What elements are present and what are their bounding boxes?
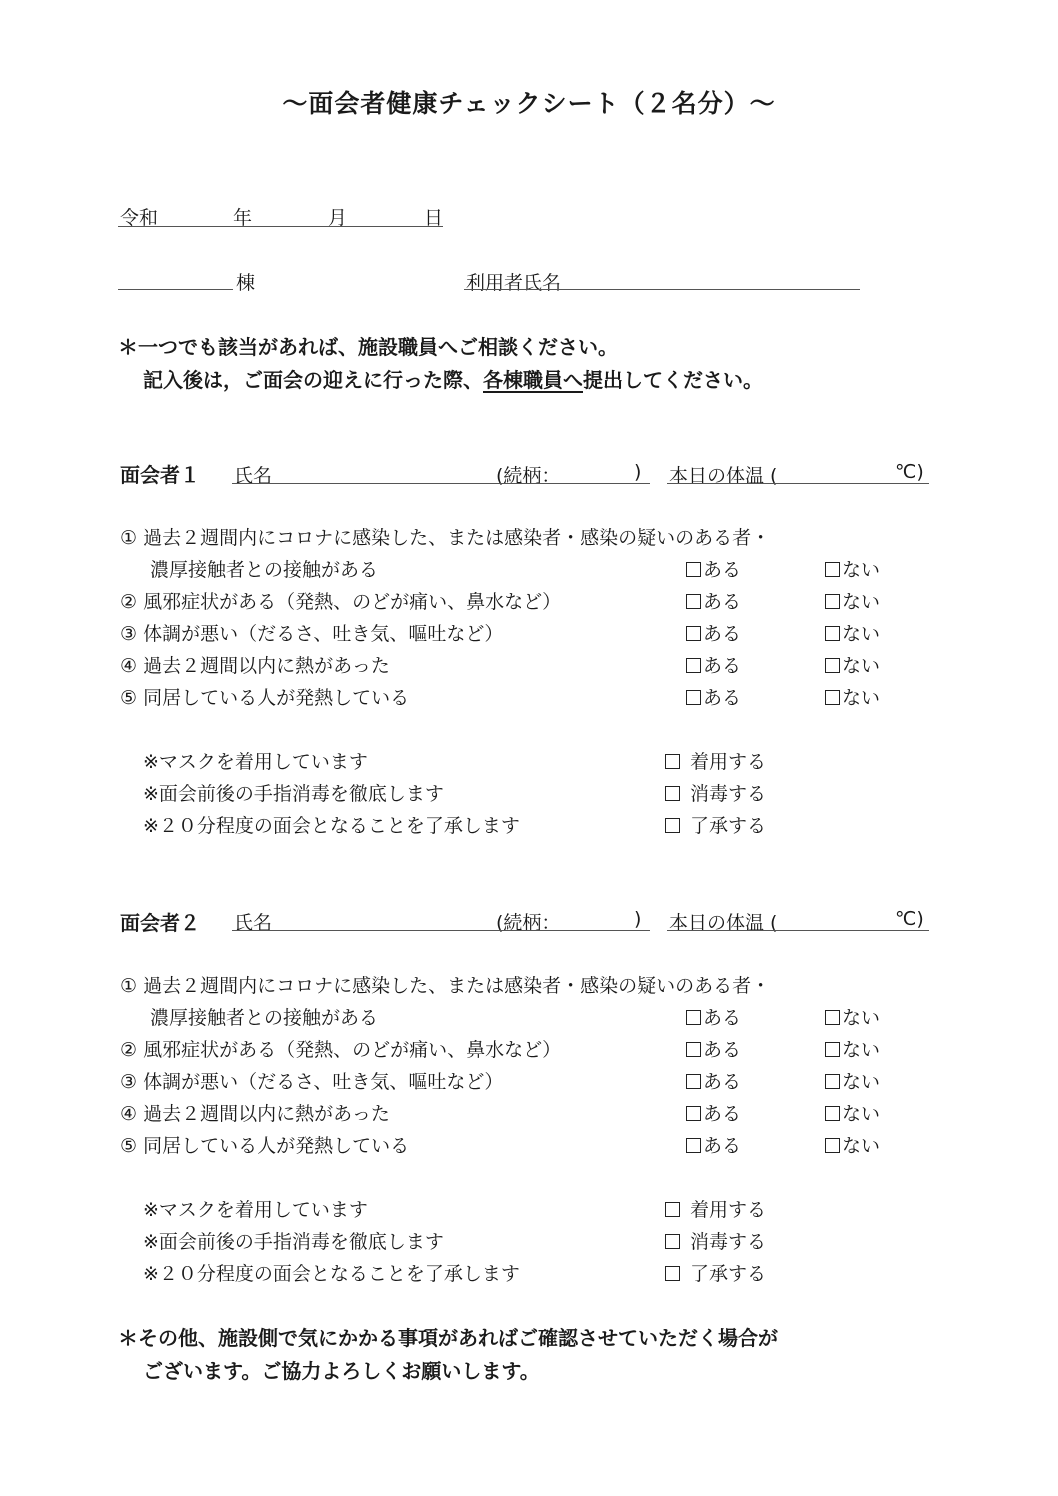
checkbox[interactable] [686, 562, 701, 577]
checkbox[interactable] [686, 1042, 701, 1057]
v2-q2: ② 風邪症状がある（発熱、のどが痛い、鼻水など） [120, 1039, 562, 1061]
notice-line-1: ＊一つでも該当があれば、施設職員へご相談ください。 [118, 335, 618, 359]
v2-q4-yes[interactable]: ある [686, 1099, 741, 1126]
visitor-1-name-label: 氏名 [234, 465, 273, 487]
v1-q3-yes[interactable]: ある [686, 619, 741, 646]
v1-pledge-duration: ※２０分程度の面会となることを了承します [143, 815, 520, 837]
visitor-2-temp-label: 本日の体温 ( [669, 912, 778, 934]
notice-line-2b: 各棟職員へ [483, 368, 583, 392]
v2-q2-yes[interactable]: ある [686, 1035, 741, 1062]
visitor-2-label: 面会者２ [120, 911, 200, 935]
v1-pledge-mask: ※マスクを着用しています [143, 751, 368, 773]
visitor-2-relation-close: ) [634, 908, 642, 930]
visitor-2-name-field[interactable] [232, 930, 650, 931]
v2-q5: ⑤ 同居している人が発熱している [120, 1135, 410, 1157]
v2-q3-yes[interactable]: ある [686, 1067, 741, 1094]
v1-q2-no[interactable]: ない [825, 587, 880, 614]
checkbox[interactable] [686, 1106, 701, 1121]
checkbox[interactable] [825, 1074, 840, 1089]
checkbox[interactable] [686, 594, 701, 609]
ward-field[interactable] [118, 289, 233, 290]
checkbox[interactable] [825, 658, 840, 673]
ward-label: 棟 [236, 272, 256, 294]
v2-q1-yes[interactable]: ある [686, 1003, 741, 1030]
date-month-label: 月 [328, 207, 348, 229]
v1-q3: ③ 体調が悪い（だるさ、吐き気、嘔吐など） [120, 623, 504, 645]
checkbox[interactable] [825, 1106, 840, 1121]
v1-q1-line1: ① 過去２週間内にコロナに感染した、または感染者・感染の疑いのある者・ [120, 527, 771, 549]
v1-q4: ④ 過去２週間以内に熱があった [120, 655, 390, 677]
v2-q1-line1: ① 過去２週間内にコロナに感染した、または感染者・感染の疑いのある者・ [120, 975, 771, 997]
checkbox[interactable] [686, 626, 701, 641]
visitor-1-name-field[interactable] [232, 483, 650, 484]
v1-q1-yes[interactable]: ある [686, 555, 741, 582]
checkbox[interactable] [825, 594, 840, 609]
v1-q4-yes[interactable]: ある [686, 651, 741, 678]
checkbox[interactable] [686, 690, 701, 705]
v1-q1-no[interactable]: ない [825, 555, 880, 582]
v1-q2: ② 風邪症状がある（発熱、のどが痛い、鼻水など） [120, 591, 562, 613]
visitor-2-temp-unit: ℃) [895, 908, 924, 930]
checkbox[interactable] [686, 658, 701, 673]
checkbox[interactable] [825, 1010, 840, 1025]
checkbox[interactable] [825, 626, 840, 641]
v2-q2-no[interactable]: ない [825, 1035, 880, 1062]
v2-q5-no[interactable]: ない [825, 1131, 880, 1158]
v1-q3-no[interactable]: ない [825, 619, 880, 646]
v1-q1-line2: 濃厚接触者との接触がある [150, 559, 379, 581]
resident-name-field[interactable] [464, 289, 860, 290]
v2-q5-yes[interactable]: ある [686, 1131, 741, 1158]
checkbox[interactable] [825, 562, 840, 577]
footer-line-2: ございます。ご協力よろしくお願いします。 [143, 1359, 540, 1383]
v1-disinfect-check[interactable]: 消毒する [665, 779, 766, 806]
visitor-1-temp-label: 本日の体温 ( [669, 465, 778, 487]
v2-disinfect-check[interactable]: 消毒する [665, 1227, 766, 1254]
v1-q5: ⑤ 同居している人が発熱している [120, 687, 410, 709]
checkbox[interactable] [665, 1266, 680, 1281]
checkbox[interactable] [665, 754, 680, 769]
checkbox[interactable] [665, 1202, 680, 1217]
v1-duration-check[interactable]: 了承する [665, 811, 766, 838]
footer-line-1: ＊その他、施設側で気にかかる事項があればご確認させていただく場合が [118, 1326, 778, 1350]
visitor-1-relation-open: (続柄： [496, 465, 561, 487]
date-field[interactable] [118, 226, 443, 227]
date-era: 令和 [120, 207, 159, 229]
v2-pledge-duration: ※２０分程度の面会となることを了承します [143, 1263, 520, 1285]
visitor-1-temp-field[interactable] [667, 483, 929, 484]
checkbox[interactable] [686, 1010, 701, 1025]
visitor-1-relation-close: ) [634, 461, 642, 483]
v2-q1-line2: 濃厚接触者との接触がある [150, 1007, 379, 1029]
checkbox[interactable] [665, 1234, 680, 1249]
visitor-1-temp-unit: ℃) [895, 461, 924, 483]
visitor-2-relation-open: (続柄： [496, 912, 561, 934]
v1-q5-yes[interactable]: ある [686, 683, 741, 710]
notice-line-2c: 提出してください。 [583, 368, 763, 392]
checkbox[interactable] [665, 786, 680, 801]
date-year-label: 年 [233, 207, 253, 229]
page-title: ～面会者健康チェックシート（２名分）～ [282, 89, 776, 118]
checkbox[interactable] [665, 818, 680, 833]
v2-q1-no[interactable]: ない [825, 1003, 880, 1030]
v1-q2-yes[interactable]: ある [686, 587, 741, 614]
v2-pledge-mask: ※マスクを着用しています [143, 1199, 368, 1221]
visitor-2-name-label: 氏名 [234, 912, 273, 934]
v2-mask-check[interactable]: 着用する [665, 1195, 766, 1222]
v2-duration-check[interactable]: 了承する [665, 1259, 766, 1286]
v2-q4-no[interactable]: ない [825, 1099, 880, 1126]
v2-q3: ③ 体調が悪い（だるさ、吐き気、嘔吐など） [120, 1071, 504, 1093]
v2-q4: ④ 過去２週間以内に熱があった [120, 1103, 390, 1125]
v2-q3-no[interactable]: ない [825, 1067, 880, 1094]
notice-line-2a: 記入後は，ご面会の迎えに行った際、 [143, 368, 483, 392]
checkbox[interactable] [825, 1138, 840, 1153]
checkbox[interactable] [825, 690, 840, 705]
visitor-2-temp-field[interactable] [667, 930, 929, 931]
checkbox[interactable] [686, 1138, 701, 1153]
v1-q5-no[interactable]: ない [825, 683, 880, 710]
v1-q4-no[interactable]: ない [825, 651, 880, 678]
notice-line-2 [143, 364, 763, 393]
v2-pledge-disinfect: ※面会前後の手指消毒を徹底します [143, 1231, 444, 1253]
visitor-1-label: 面会者１ [120, 463, 200, 487]
checkbox[interactable] [686, 1074, 701, 1089]
resident-name-label: 利用者氏名 [466, 272, 562, 294]
v1-mask-check[interactable]: 着用する [665, 747, 766, 774]
date-day-label: 日 [424, 207, 444, 229]
v1-pledge-disinfect: ※面会前後の手指消毒を徹底します [143, 783, 444, 805]
checkbox[interactable] [825, 1042, 840, 1057]
